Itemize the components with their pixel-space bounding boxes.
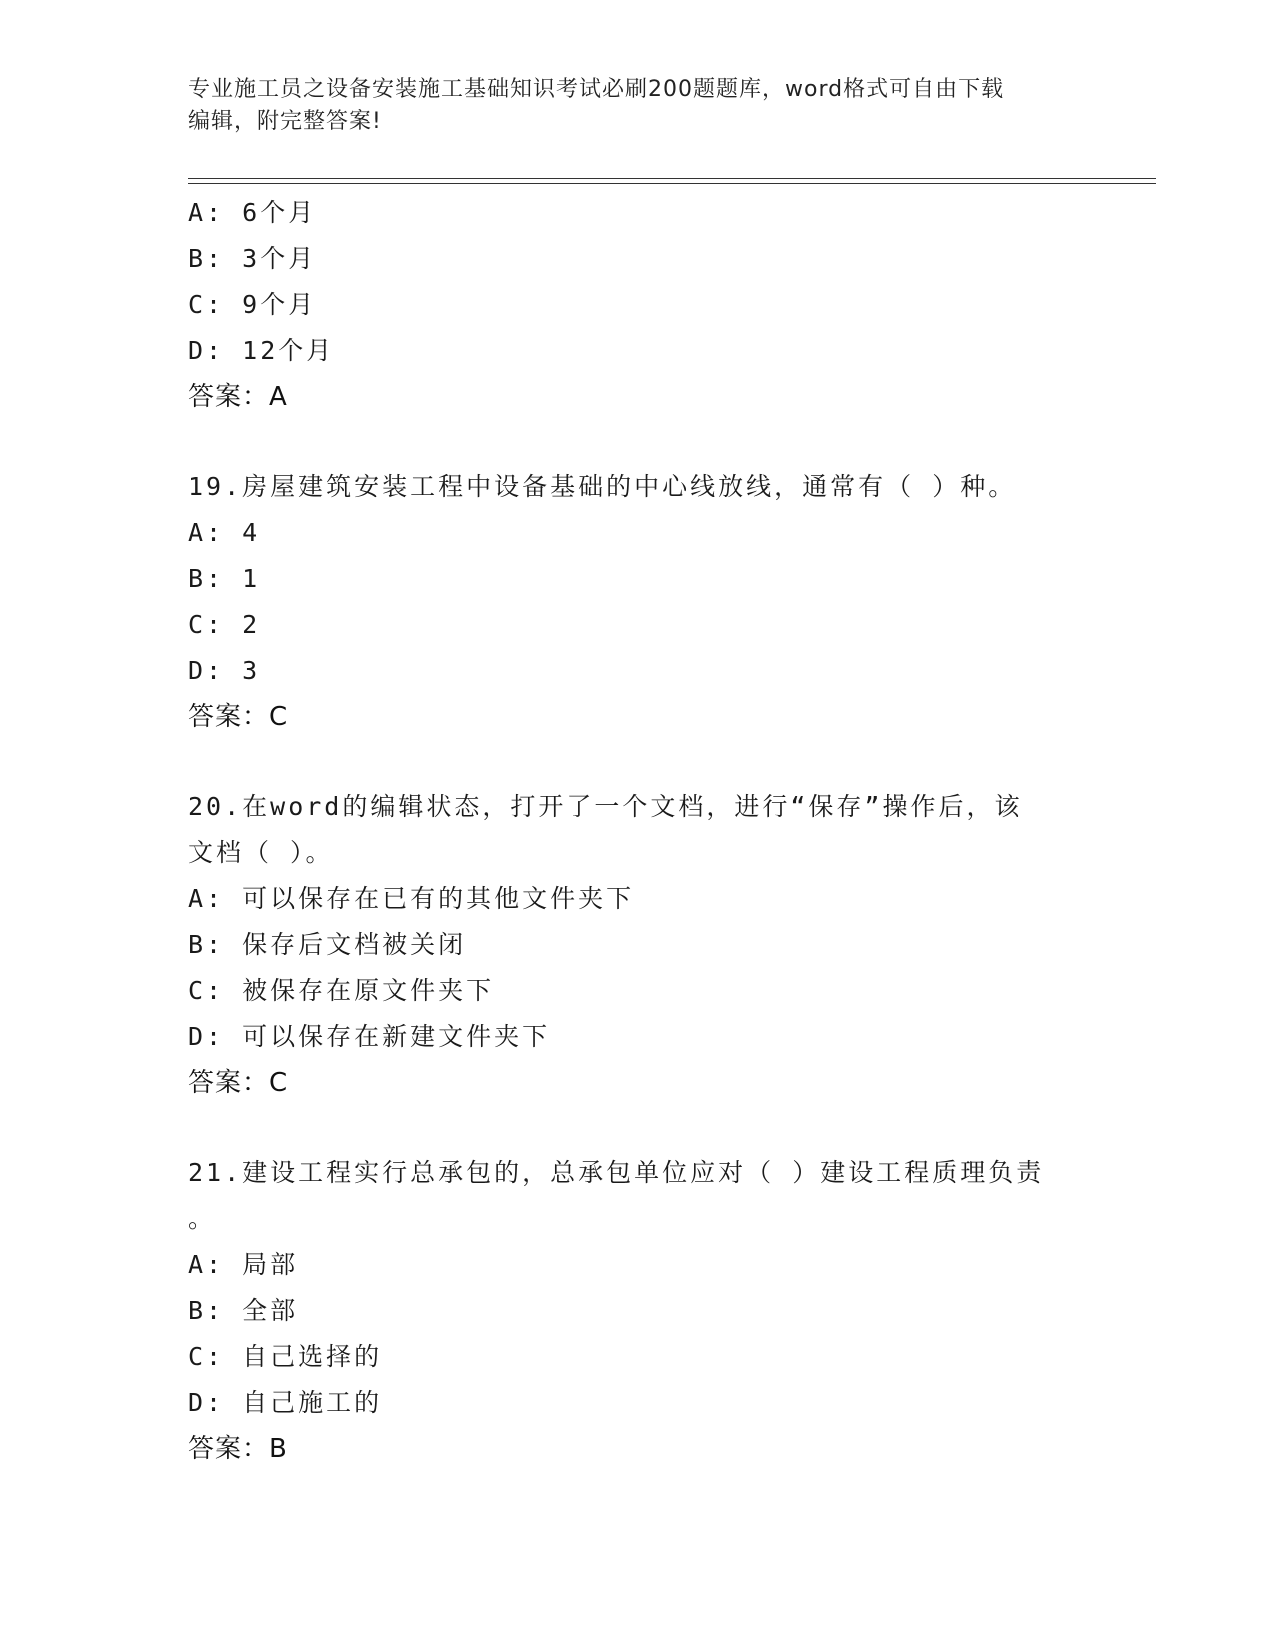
question-stem-continued: 。 xyxy=(188,1204,217,1233)
answer-label: 答案：A xyxy=(188,382,288,412)
question-21 xyxy=(188,1150,1088,1472)
question-stem: 19.房屋建筑安装工程中设备基础的中心线放线，通常有（ ）种。 xyxy=(188,472,1017,501)
option-c: C: 9个月 xyxy=(188,290,317,319)
question-list xyxy=(188,190,1088,1472)
option-b: B: 全部 xyxy=(188,1296,299,1325)
option-c: C: 自己选择的 xyxy=(188,1342,383,1371)
document-header xyxy=(188,74,1088,138)
option-b: B: 保存后文档被关闭 xyxy=(188,930,467,959)
option-a: A: 局部 xyxy=(188,1250,299,1279)
option-a: A: 6个月 xyxy=(188,198,317,227)
option-c: C: 2 xyxy=(188,610,261,639)
question-18-partial xyxy=(188,190,1088,420)
option-b: B: 1 xyxy=(188,564,261,593)
header-title-line-1: 专业施工员之设备安装施工基础知识考试必刷200题题库，word格式可自由下载 xyxy=(188,77,1005,102)
question-19 xyxy=(188,464,1088,740)
option-d: D: 12个月 xyxy=(188,336,335,365)
option-b: B: 3个月 xyxy=(188,244,317,273)
option-c: C: 被保存在原文件夹下 xyxy=(188,976,495,1005)
question-stem: 20.在word的编辑状态，打开了一个文档，进行“保存”操作后，该 xyxy=(188,792,1023,821)
question-stem: 21.建设工程实行总承包的，总承包单位应对（ ）建设工程质理负责 xyxy=(188,1158,1045,1187)
answer-label: 答案：C xyxy=(188,1068,289,1098)
header-divider-top xyxy=(188,178,1156,179)
header-title-line-2: 编辑，附完整答案! xyxy=(188,109,382,134)
header-divider-bottom xyxy=(188,183,1156,184)
answer-label: 答案：B xyxy=(188,1434,288,1464)
option-a: A: 可以保存在已有的其他文件夹下 xyxy=(188,884,635,913)
option-d: D: 3 xyxy=(188,656,261,685)
answer-label: 答案：C xyxy=(188,702,289,732)
option-d: D: 自己施工的 xyxy=(188,1388,383,1417)
question-stem-continued: 文档（ ）。 xyxy=(188,838,334,867)
option-a: A: 4 xyxy=(188,518,261,547)
question-20 xyxy=(188,784,1088,1106)
option-d: D: 可以保存在新建文件夹下 xyxy=(188,1022,551,1051)
